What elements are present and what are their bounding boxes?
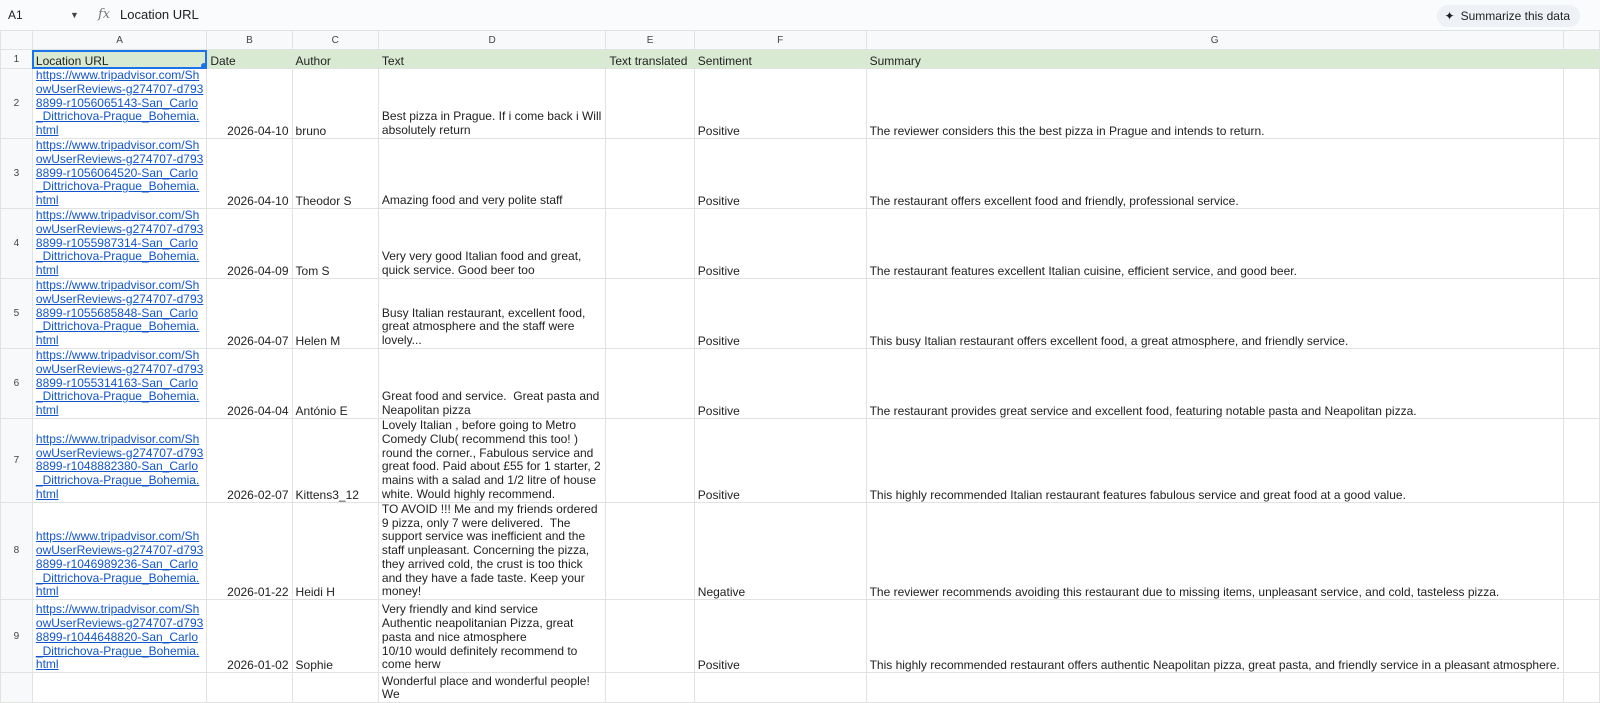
text-translated-cell[interactable] [606, 278, 694, 348]
header-row [1, 50, 1600, 69]
text-translated-cell[interactable] [606, 418, 694, 502]
header-date[interactable]: Date [207, 50, 292, 69]
sentiment-cell[interactable]: Positive [694, 348, 866, 418]
text-cell[interactable]: Very friendly and kind service Authentic neapolitanian Pizza, great pasta and nice atmosphere 10/10 would definitely recommend to come herw [378, 600, 605, 673]
text-translated-cell[interactable] [606, 138, 694, 208]
text-cell[interactable]: Very very good Italian food and great, quick service. Good beer too [378, 208, 605, 278]
column-header-f[interactable]: F [694, 31, 866, 50]
header-location-url: Location URL [35, 54, 109, 68]
author-cell[interactable]: bruno [292, 69, 378, 139]
cell-h1[interactable] [1563, 50, 1599, 69]
row-header[interactable]: 4 [1, 208, 33, 278]
table-row [1, 418, 1600, 502]
fill-handle[interactable] [201, 63, 207, 69]
column-header-d[interactable]: D [378, 31, 605, 50]
table-row [1, 208, 1600, 278]
author-cell[interactable] [292, 673, 378, 703]
table-row [1, 600, 1600, 673]
location-url-link[interactable]: https://www.tripadvisor.com/ShowUserReviews-g274707-d7938899-r1055314163-San_Carlo_Dittrichova-Prague_Bohemia.html [32, 348, 206, 418]
column-header-c[interactable]: C [292, 31, 378, 50]
column-header-g[interactable]: G [866, 31, 1563, 50]
sparkle-icon: ✦ [1444, 9, 1455, 23]
location-url-link[interactable] [32, 673, 206, 703]
data-rows [1, 69, 1600, 703]
table-row [1, 673, 1600, 703]
summary-cell[interactable]: The reviewer considers this the best pizza in Prague and intends to return. [866, 69, 1563, 139]
empty-cell[interactable] [1563, 348, 1599, 418]
location-url-link[interactable]: https://www.tripadvisor.com/ShowUserReviews-g274707-d7938899-r1056064520-San_Carlo_Dittrichova-Prague_Bohemia.html [32, 138, 206, 208]
table-row [1, 138, 1600, 208]
empty-cell[interactable] [1563, 418, 1599, 502]
sentiment-cell[interactable]: Negative [694, 502, 866, 600]
author-cell[interactable]: Heidi H [292, 502, 378, 600]
name-box-value: A1 [8, 8, 23, 22]
date-cell[interactable] [207, 673, 292, 703]
header-summary[interactable]: Summary [866, 50, 1563, 69]
sentiment-cell[interactable]: Positive [694, 69, 866, 139]
summarize-button-label: Summarize this data [1460, 9, 1570, 23]
sentiment-cell[interactable]: Positive [694, 278, 866, 348]
empty-cell[interactable] [1563, 69, 1599, 139]
row-header[interactable]: 2 [1, 69, 33, 139]
column-header-a[interactable]: A [32, 31, 206, 50]
text-translated-cell[interactable] [606, 502, 694, 600]
cell-a1[interactable] [32, 50, 206, 69]
column-header-b[interactable]: B [207, 31, 292, 50]
location-url-link[interactable]: https://www.tripadvisor.com/ShowUserReviews-g274707-d7938899-r1056065143-San_Carlo_Dittrichova-Prague_Bohemia.html [32, 69, 206, 139]
row-header[interactable]: 6 [1, 348, 33, 418]
sentiment-cell[interactable]: Positive [694, 208, 866, 278]
summary-cell[interactable]: The reviewer recommends avoiding this restaurant due to missing items, unpleasant service, and cold, tasteless pizza. [866, 502, 1563, 600]
date-cell[interactable]: 2026-04-10 [207, 69, 292, 139]
text-cell[interactable]: Lovely Italian , before going to Metro Comedy Club( recommend this too! ) round the corner., Fabulous service and great food. Paid about £55 for 1 starter, 2 mains with a salad and 1/2 litre of house white. Would highly recommend. [378, 418, 605, 502]
summary-cell[interactable]: The restaurant offers excellent food and friendly, professional service. [866, 138, 1563, 208]
row-header[interactable] [1, 673, 33, 703]
empty-cell[interactable] [1563, 138, 1599, 208]
row-header[interactable]: 9 [1, 600, 33, 673]
row-header[interactable]: 7 [1, 418, 33, 502]
summary-cell[interactable]: The restaurant features excellent Italian cuisine, efficient service, and good beer. [866, 208, 1563, 278]
column-header-h[interactable] [1563, 31, 1599, 50]
date-cell[interactable]: 2026-04-09 [207, 208, 292, 278]
location-url-link[interactable]: https://www.tripadvisor.com/ShowUserReviews-g274707-d7938899-r1046989236-San_Carlo_Dittrichova-Prague_Bohemia.html [32, 502, 206, 600]
date-cell[interactable]: 2026-01-22 [207, 502, 292, 600]
location-url-link[interactable]: https://www.tripadvisor.com/ShowUserReviews-g274707-d7938899-r1044648820-San_Carlo_Dittrichova-Prague_Bohemia.html [32, 600, 206, 673]
text-cell[interactable]: Wonderful place and wonderful people! We [378, 673, 605, 703]
table-row [1, 348, 1600, 418]
sheet-table [0, 30, 1600, 703]
formula-bar [0, 0, 1600, 31]
location-url-link[interactable]: https://www.tripadvisor.com/ShowUserReviews-g274707-d7938899-r1048882380-San_Carlo_Dittrichova-Prague_Bohemia.html [32, 418, 206, 502]
summary-cell[interactable]: This busy Italian restaurant offers excellent food, a great atmosphere, and friendly service. [866, 278, 1563, 348]
text-translated-cell[interactable] [606, 673, 694, 703]
summary-cell[interactable] [866, 673, 1563, 703]
row-header[interactable]: 5 [1, 278, 33, 348]
fx-icon: fx [98, 7, 111, 22]
empty-cell[interactable] [1563, 208, 1599, 278]
text-translated-cell[interactable] [606, 69, 694, 139]
author-cell[interactable]: Tom S [292, 208, 378, 278]
location-url-link[interactable]: https://www.tripadvisor.com/ShowUserReviews-g274707-d7938899-r1055685848-San_Carlo_Dittrichova-Prague_Bohemia.html [32, 278, 206, 348]
sentiment-cell[interactable]: Positive [694, 418, 866, 502]
empty-cell[interactable] [1563, 600, 1599, 673]
author-cell[interactable]: Kittens3_12 [292, 418, 378, 502]
date-cell[interactable]: 2026-02-07 [207, 418, 292, 502]
chevron-down-icon[interactable]: ▼ [70, 10, 79, 20]
column-header-row [1, 31, 1600, 50]
empty-cell[interactable] [1563, 502, 1599, 600]
date-cell[interactable]: 2026-04-07 [207, 278, 292, 348]
spreadsheet-grid [0, 30, 1600, 703]
summary-cell[interactable]: This highly recommended Italian restaurant features fabulous service and great food at a good value. [866, 418, 1563, 502]
sentiment-cell[interactable]: Positive [694, 138, 866, 208]
text-translated-cell[interactable] [606, 208, 694, 278]
summary-cell[interactable]: The restaurant provides great service and excellent food, featuring notable pasta and Neapolitan pizza. [866, 348, 1563, 418]
date-cell[interactable]: 2026-01-02 [207, 600, 292, 673]
table-row [1, 69, 1600, 139]
header-author[interactable]: Author [292, 50, 378, 69]
text-cell[interactable]: TO AVOID !!! Me and my friends ordered 9 pizza, only 7 were delivered. The support service was inefficient and the staff unpleasant. Concerning the pizza, they arrived cold, the crust is too thick and they have a fade taste. Keep your money! [378, 502, 605, 600]
table-row [1, 502, 1600, 600]
table-row [1, 278, 1600, 348]
author-cell[interactable]: Helen M [292, 278, 378, 348]
author-cell[interactable]: António E [292, 348, 378, 418]
text-cell[interactable]: Best pizza in Prague. If i come back i Will absolutely return [378, 69, 605, 139]
header-sentiment[interactable]: Sentiment [694, 50, 866, 69]
location-url-link[interactable]: https://www.tripadvisor.com/ShowUserReviews-g274707-d7938899-r1055987314-San_Carlo_Dittrichova-Prague_Bohemia.html [32, 208, 206, 278]
text-translated-cell[interactable] [606, 348, 694, 418]
text-cell[interactable]: Great food and service. Great pasta and Neapolitan pizza [378, 348, 605, 418]
row-header[interactable]: 1 [1, 50, 33, 69]
text-translated-cell[interactable] [606, 600, 694, 673]
author-cell[interactable]: Sophie [292, 600, 378, 673]
header-text-translated[interactable]: Text translated [606, 50, 694, 69]
text-cell[interactable]: Busy Italian restaurant, excellent food, great atmosphere and the staff were lovely... [378, 278, 605, 348]
summarize-data-button[interactable] [1437, 5, 1580, 27]
formula-input[interactable]: Location URL [120, 7, 199, 22]
date-cell[interactable]: 2026-04-04 [207, 348, 292, 418]
sentiment-cell[interactable]: Positive [694, 600, 866, 673]
column-header-e[interactable]: E [606, 31, 694, 50]
summary-cell[interactable]: This highly recommended restaurant offers authentic Neapolitan pizza, great pasta, and friendly service in a pleasant atmosphere. [866, 600, 1563, 673]
date-cell[interactable]: 2026-04-10 [207, 138, 292, 208]
text-cell[interactable]: Amazing food and very polite staff [378, 138, 605, 208]
sentiment-cell[interactable] [694, 673, 866, 703]
row-header[interactable]: 3 [1, 138, 33, 208]
row-header[interactable]: 8 [1, 502, 33, 600]
author-cell[interactable]: Theodor S [292, 138, 378, 208]
header-text[interactable]: Text [378, 50, 605, 69]
name-box[interactable] [8, 6, 86, 24]
empty-cell[interactable] [1563, 673, 1599, 703]
empty-cell[interactable] [1563, 278, 1599, 348]
select-all-corner[interactable] [1, 31, 33, 50]
